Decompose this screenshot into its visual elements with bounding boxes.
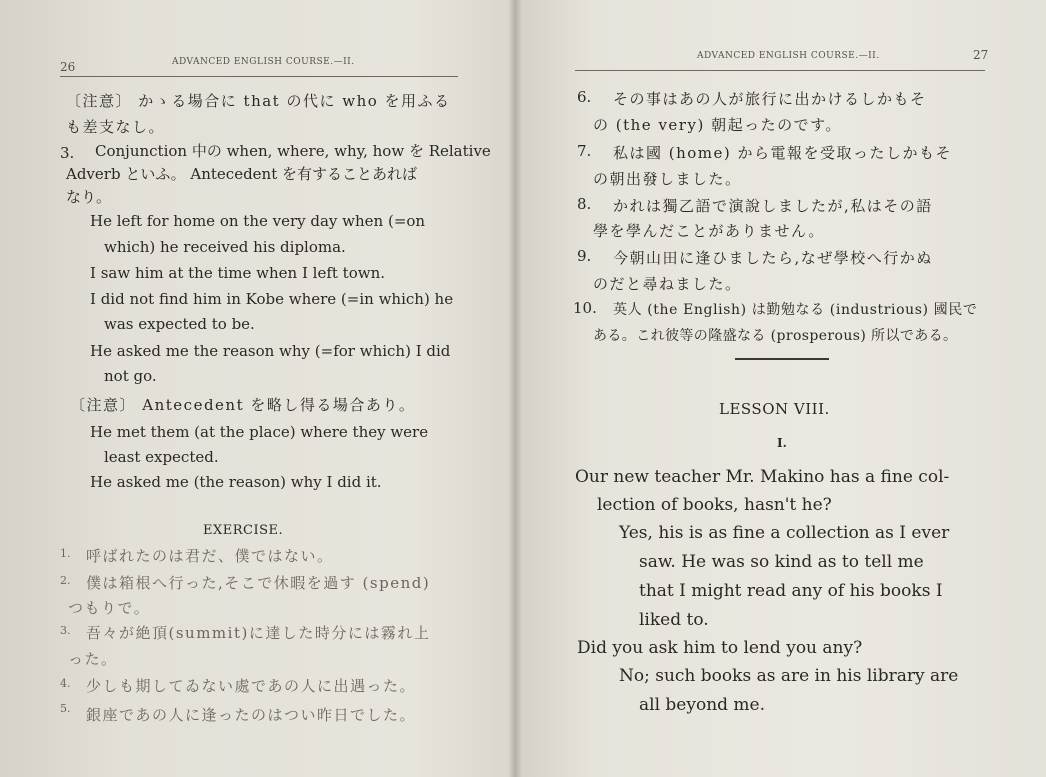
exercise-line: 少しも期してゐない處であの人に出遇った。	[86, 677, 417, 695]
example-line: He asked me the reason why (=for which) I did	[90, 342, 451, 360]
section-divider	[735, 358, 829, 360]
example-line: He met them (at the place) where they were	[90, 423, 429, 441]
item-line: 今朝山田に逢ひましたら,なぜ學校へ行かぬ	[613, 249, 933, 267]
exercise-number: 3.	[60, 624, 71, 637]
item-line: の朝出發しました。	[593, 170, 742, 188]
dialogue-line: liked to.	[639, 610, 709, 630]
example-line: He left for home on the very day when (=on	[90, 212, 426, 230]
page-number: 26	[60, 60, 76, 74]
lesson-heading: LESSON VIII.	[719, 400, 830, 418]
item-line: Adverb といふ。 Antecedent を有することあれば	[66, 165, 418, 183]
exercise-line: 吾々が絶頂(summit)に達した時分には霧れ上	[86, 624, 431, 642]
exercise-number: 5.	[60, 702, 71, 715]
dialogue-line: lection of books, hasn't he?	[597, 495, 832, 515]
item-number: 7.	[577, 142, 592, 160]
exercise-number: 4.	[60, 677, 71, 690]
item-line: その事はあの人が旅行に出かけるしかもそ	[613, 90, 927, 108]
note-line: 〔注意〕 かゝる場合に that の代に who を用ふる	[66, 92, 451, 110]
exercise-line: 呼ばれたのは君だ、僕ではない。	[86, 547, 334, 565]
item-number: 8.	[577, 195, 592, 213]
dialogue-line: Our new teacher Mr. Makino has a fine col-	[575, 467, 950, 487]
exercise-line: つもりで。	[68, 599, 151, 617]
left-page	[0, 0, 515, 777]
item-line: 學を學んだことがありません。	[593, 222, 825, 240]
dialogue-line: Yes, his is as fine a collection as I ever	[619, 523, 950, 543]
exercise-line: 僕は箱根へ行った,そこで休暇を過す (spend)	[86, 574, 431, 592]
item-line: Conjunction 中の when, where, why, how を Relative	[95, 142, 491, 160]
item-number: 10.	[573, 299, 597, 317]
item-line: かれは獨乙語で演說しましたが,私はその語	[613, 197, 933, 215]
dialogue-line: that I might read any of his books I	[639, 581, 943, 601]
item-line: 英人 (the English) は勤勉なる (industrious) 國民で	[613, 302, 978, 318]
example-line: He asked me (the reason) why I did it.	[90, 473, 382, 491]
item-line: 私は國 (home) から電報を受取ったしかもそ	[613, 144, 953, 162]
exercise-heading: EXERCISE.	[203, 523, 284, 538]
page-number: 27	[973, 48, 989, 62]
note-line: 〔注意〕 Antecedent を略し得る場合あり。	[70, 396, 416, 414]
dialogue-line: No; such books as are in his library are	[619, 666, 959, 686]
dialogue-line: all beyond me.	[639, 695, 766, 715]
exercise-line: った。	[68, 650, 118, 668]
section-number: I.	[777, 436, 787, 450]
item-line: の (the very) 朝起ったのです。	[593, 116, 842, 134]
running-head: ADVANCED ENGLISH COURSE.—II.	[172, 57, 355, 67]
header-rule	[575, 70, 985, 71]
running-head: ADVANCED ENGLISH COURSE.—II.	[697, 51, 880, 61]
example-line: not go.	[104, 367, 157, 385]
dialogue-line: saw. He was so kind as to tell me	[639, 552, 924, 572]
item-line: のだと尋ねました。	[593, 275, 742, 293]
item-number: 6.	[577, 88, 592, 106]
example-line: least expected.	[104, 448, 219, 466]
example-line: was expected to be.	[104, 315, 255, 333]
exercise-line: 銀座であの人に逢ったのはつい昨日でした。	[86, 706, 417, 724]
example-line: I did not find him in Kobe where (=in which) he	[90, 290, 454, 308]
header-rule	[60, 76, 458, 77]
exercise-number: 1.	[60, 547, 71, 560]
example-line: I saw him at the time when I left town.	[90, 264, 386, 282]
item-line: なり。	[66, 188, 112, 206]
right-page	[515, 0, 1046, 777]
book-gutter	[508, 0, 522, 777]
item-number: 3.	[60, 144, 75, 162]
note-line: も差支なし。	[66, 118, 166, 136]
dialogue-line: Did you ask him to lend you any?	[577, 638, 863, 658]
item-number: 9.	[577, 247, 592, 265]
example-line: which) he received his diploma.	[104, 238, 346, 256]
item-line: ある。これ彼等の隆盛なる (prosperous) 所以である。	[593, 328, 958, 344]
exercise-number: 2.	[60, 574, 71, 587]
